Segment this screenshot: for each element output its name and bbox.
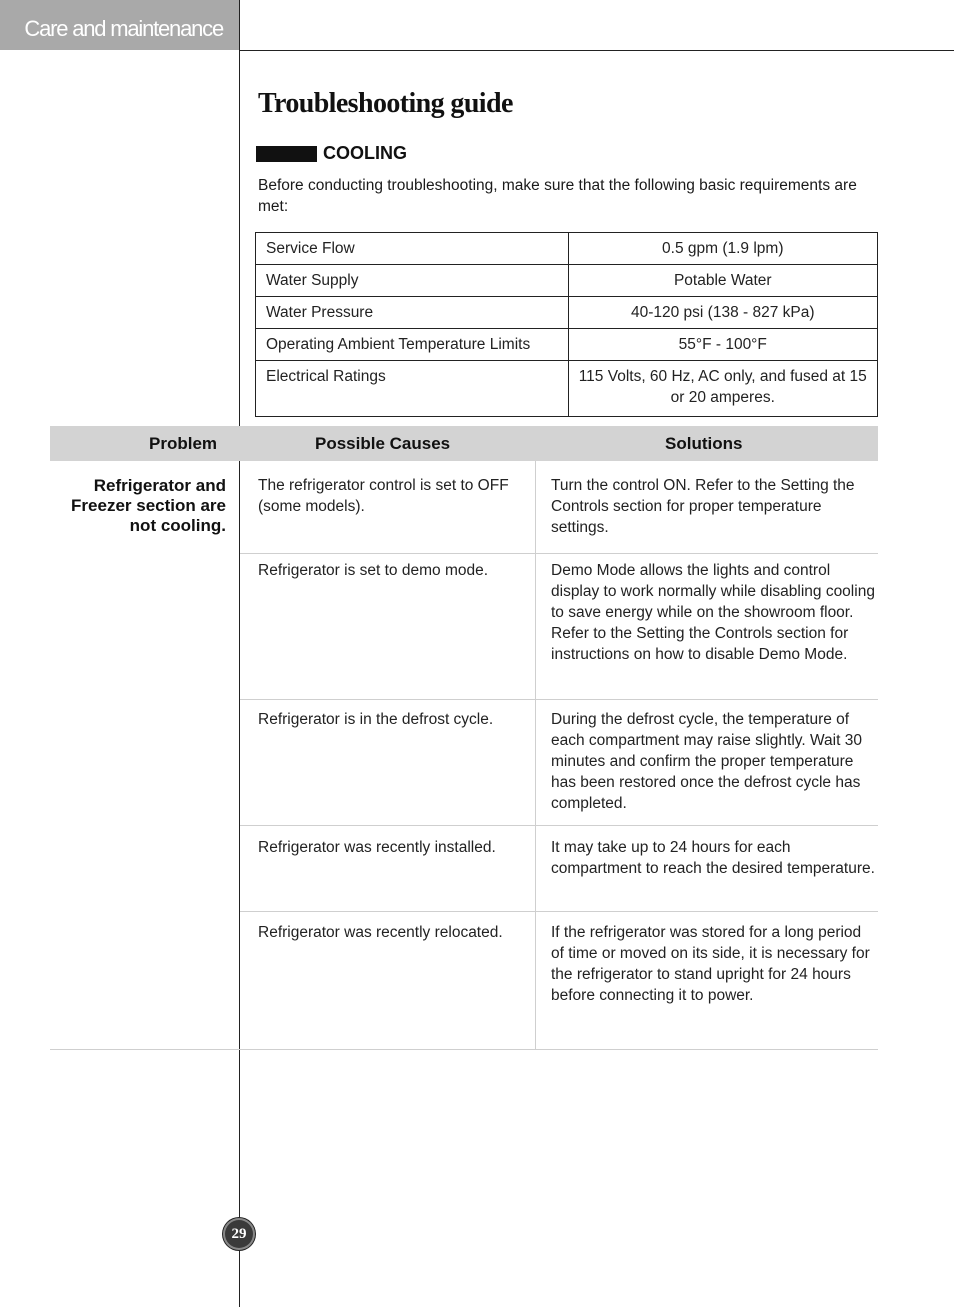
cause-text: The refrigerator control is set to OFF (some models). bbox=[258, 477, 509, 515]
cause-text: Refrigerator was recently installed. bbox=[258, 839, 496, 856]
solution-text: If the refrigerator was stored for a long period of time or moved on its side, it is necessary for the refrigerator to stand upright for 24 hours before connecting it to power. bbox=[551, 924, 870, 1004]
cause-text: Refrigerator is set to demo mode. bbox=[258, 562, 489, 579]
intro-text: Before conducting troubleshooting, make sure that the following basic requirements are met: bbox=[258, 177, 857, 215]
solution-text: Turn the control ON. Refer to the Setting the Controls section for proper temperature settings. bbox=[551, 477, 855, 536]
row-divider bbox=[240, 825, 878, 826]
row-divider bbox=[240, 911, 878, 912]
problem-description: Refrigerator and Freezer section are not cooling. bbox=[71, 476, 226, 535]
header-section-tab: Care and maintenance bbox=[0, 0, 239, 50]
row-divider bbox=[240, 553, 878, 554]
requirement-label: Water Supply bbox=[256, 265, 569, 297]
requirement-value: 0.5 gpm (1.9 lpm) bbox=[568, 233, 877, 265]
requirement-row bbox=[256, 233, 878, 265]
troubleshooting-header bbox=[50, 426, 878, 461]
requirement-label: Water Pressure bbox=[256, 297, 569, 329]
table-bottom-rule bbox=[50, 1049, 878, 1050]
section-marker bbox=[256, 146, 317, 162]
section-title: COOLING bbox=[323, 143, 407, 163]
requirement-value: Potable Water bbox=[568, 265, 877, 297]
requirement-row bbox=[256, 329, 878, 361]
row-divider bbox=[240, 699, 878, 700]
solution-text: It may take up to 24 hours for each compartment to reach the desired temperature. bbox=[551, 839, 875, 877]
solution-text: Demo Mode allows the lights and control display to work normally while disabling cooling to save energy while on the showroom floor. Refer to the Setting the Controls section for instructions on how to disable Demo Mode. bbox=[551, 562, 875, 663]
column-divider bbox=[535, 461, 536, 1050]
page-number: 29 bbox=[223, 1218, 255, 1250]
requirement-label: Operating Ambient Temperature Limits bbox=[256, 329, 569, 361]
requirements-table bbox=[255, 232, 878, 417]
cause-text: Refrigerator was recently relocated. bbox=[258, 924, 503, 941]
requirement-value: 115 Volts, 60 Hz, AC only, and fused at 15 or 20 amperes. bbox=[568, 361, 877, 417]
requirement-label: Electrical Ratings bbox=[256, 361, 569, 417]
header-rule bbox=[239, 50, 954, 51]
causes-column-header: Possible Causes bbox=[315, 434, 451, 453]
page-title: Troubleshooting guide bbox=[258, 88, 513, 119]
requirement-row bbox=[256, 297, 878, 329]
cause-text: Refrigerator is in the defrost cycle. bbox=[258, 711, 494, 728]
problem-column-header: Problem bbox=[149, 434, 218, 453]
requirement-row bbox=[256, 361, 878, 417]
requirement-row bbox=[256, 265, 878, 297]
margin-rule bbox=[239, 0, 240, 1307]
requirement-label: Service Flow bbox=[256, 233, 569, 265]
solution-text: During the defrost cycle, the temperature of each compartment may raise slightly. Wait 30 minutes and confirm the proper temperature has been restored once the defrost cycle has completed. bbox=[551, 711, 862, 812]
requirement-value: 40-120 psi (138 - 827 kPa) bbox=[568, 297, 877, 329]
solutions-column-header: Solutions bbox=[665, 434, 743, 453]
requirement-value: 55°F - 100°F bbox=[568, 329, 877, 361]
